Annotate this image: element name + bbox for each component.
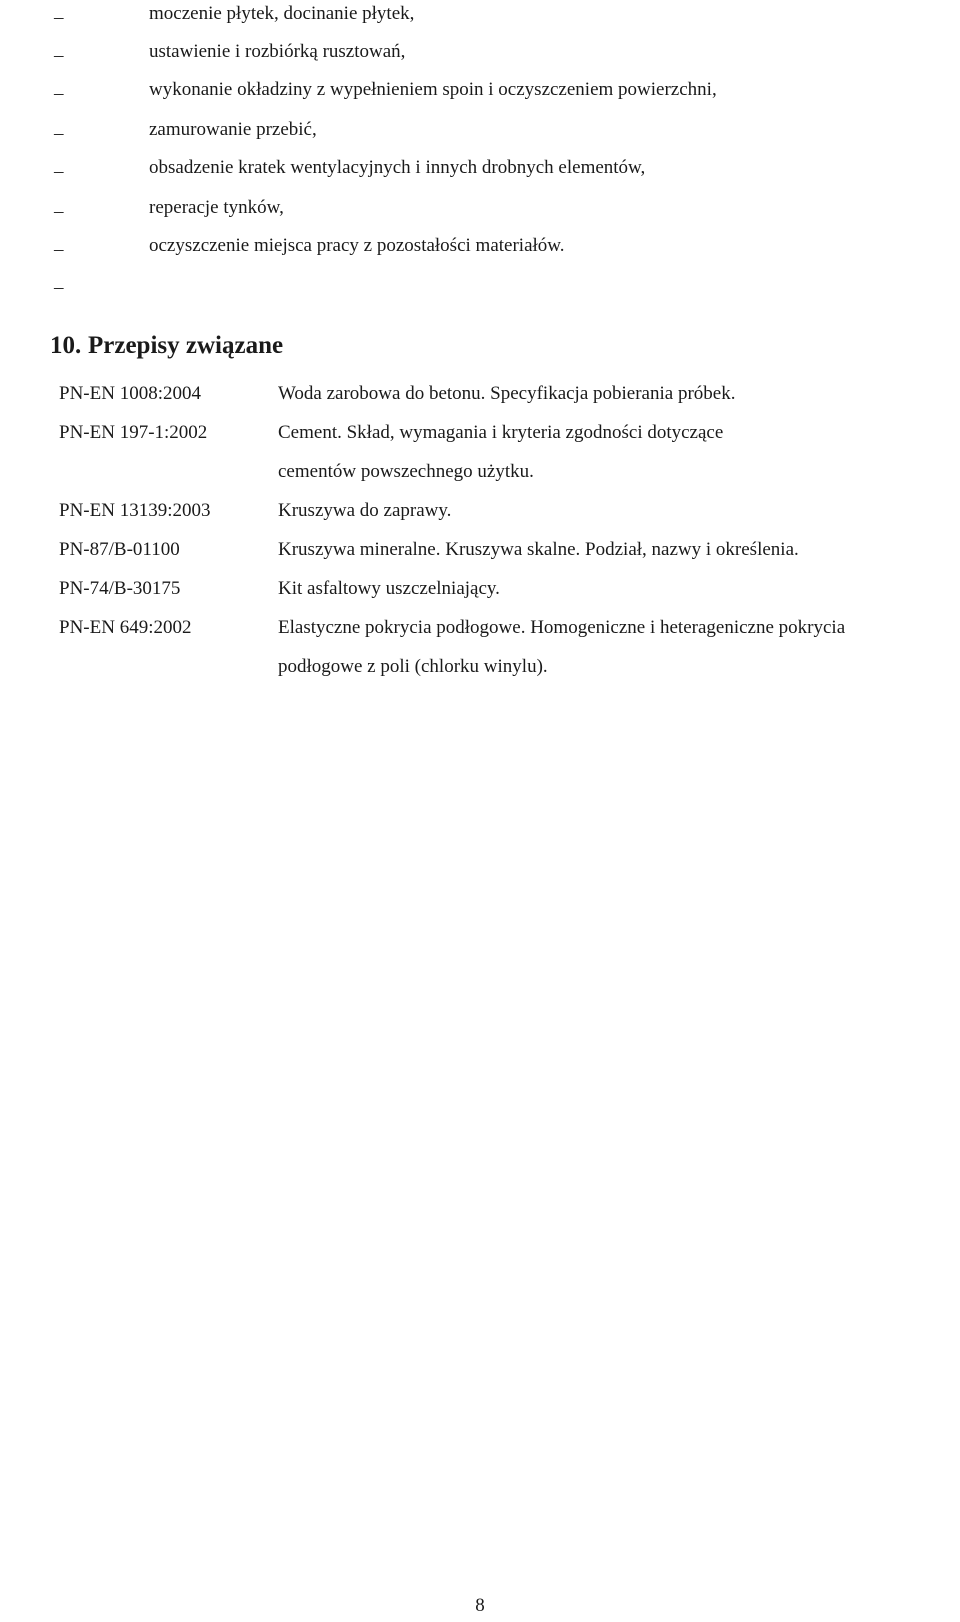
dash-marker: –	[54, 83, 64, 104]
standard-code: PN-EN 197-1:2002	[59, 422, 208, 443]
list-item	[0, 272, 900, 296]
list-item	[0, 234, 900, 258]
standard-code: PN-EN 649:2002	[59, 617, 192, 638]
standard-code: PN-74/B-30175	[59, 578, 181, 599]
standard-description: Kruszywa do zaprawy.	[278, 500, 452, 521]
list-item-text: obsadzenie kratek wentylacyjnych i innych drobnych elementów,	[149, 157, 646, 178]
standard-description-continued: cementów powszechnego użytku.	[278, 461, 534, 482]
dash-marker: –	[54, 123, 64, 144]
standard-code: PN-87/B-01100	[59, 539, 180, 560]
list-item-text: oczyszczenie miejsca pracy z pozostałości materiałów.	[149, 235, 565, 256]
list-item-text: moczenie płytek, docinanie płytek,	[149, 3, 415, 24]
list-item-text: zamurowanie przebić,	[149, 119, 317, 140]
standard-description: Elastyczne pokrycia podłogowe. Homogeniczne i heterageniczne pokrycia	[278, 617, 846, 638]
list-item	[0, 40, 900, 64]
page-number: 8	[475, 1595, 485, 1616]
list-item	[0, 2, 900, 26]
list-item-text: reperacje tynków,	[149, 197, 284, 218]
dash-marker: –	[54, 7, 64, 28]
standard-code: PN-EN 13139:2003	[59, 500, 211, 521]
standard-description: Kruszywa mineralne. Kruszywa skalne. Podział, nazwy i określenia.	[278, 539, 799, 560]
section-title: Przepisy związane	[88, 332, 284, 359]
standard-description: Cement. Skład, wymagania i kryteria zgodności dotyczące	[278, 422, 724, 443]
list-item	[0, 156, 900, 180]
standard-description: Kit asfaltowy uszczelniający.	[278, 578, 500, 599]
dash-marker: –	[54, 161, 64, 182]
section-number: 10.	[50, 332, 82, 359]
standard-code: PN-EN 1008:2004	[59, 383, 201, 404]
list-item-text: wykonanie okładziny z wypełnieniem spoin i oczyszczeniem powierzchni,	[149, 79, 717, 100]
section-heading	[50, 330, 283, 362]
standard-description-continued: podłogowe z poli (chlorku winylu).	[278, 656, 548, 677]
list-item-text: ustawienie i rozbiórką rusztowań,	[149, 41, 406, 62]
dash-marker: –	[54, 239, 64, 260]
list-item	[0, 118, 900, 142]
list-item	[0, 196, 900, 220]
dash-marker: –	[54, 277, 64, 298]
standard-description: Woda zarobowa do betonu. Specyfikacja pobierania próbek.	[278, 383, 736, 404]
dash-marker: –	[54, 45, 64, 66]
list-item	[0, 78, 900, 102]
dash-marker: –	[54, 201, 64, 222]
